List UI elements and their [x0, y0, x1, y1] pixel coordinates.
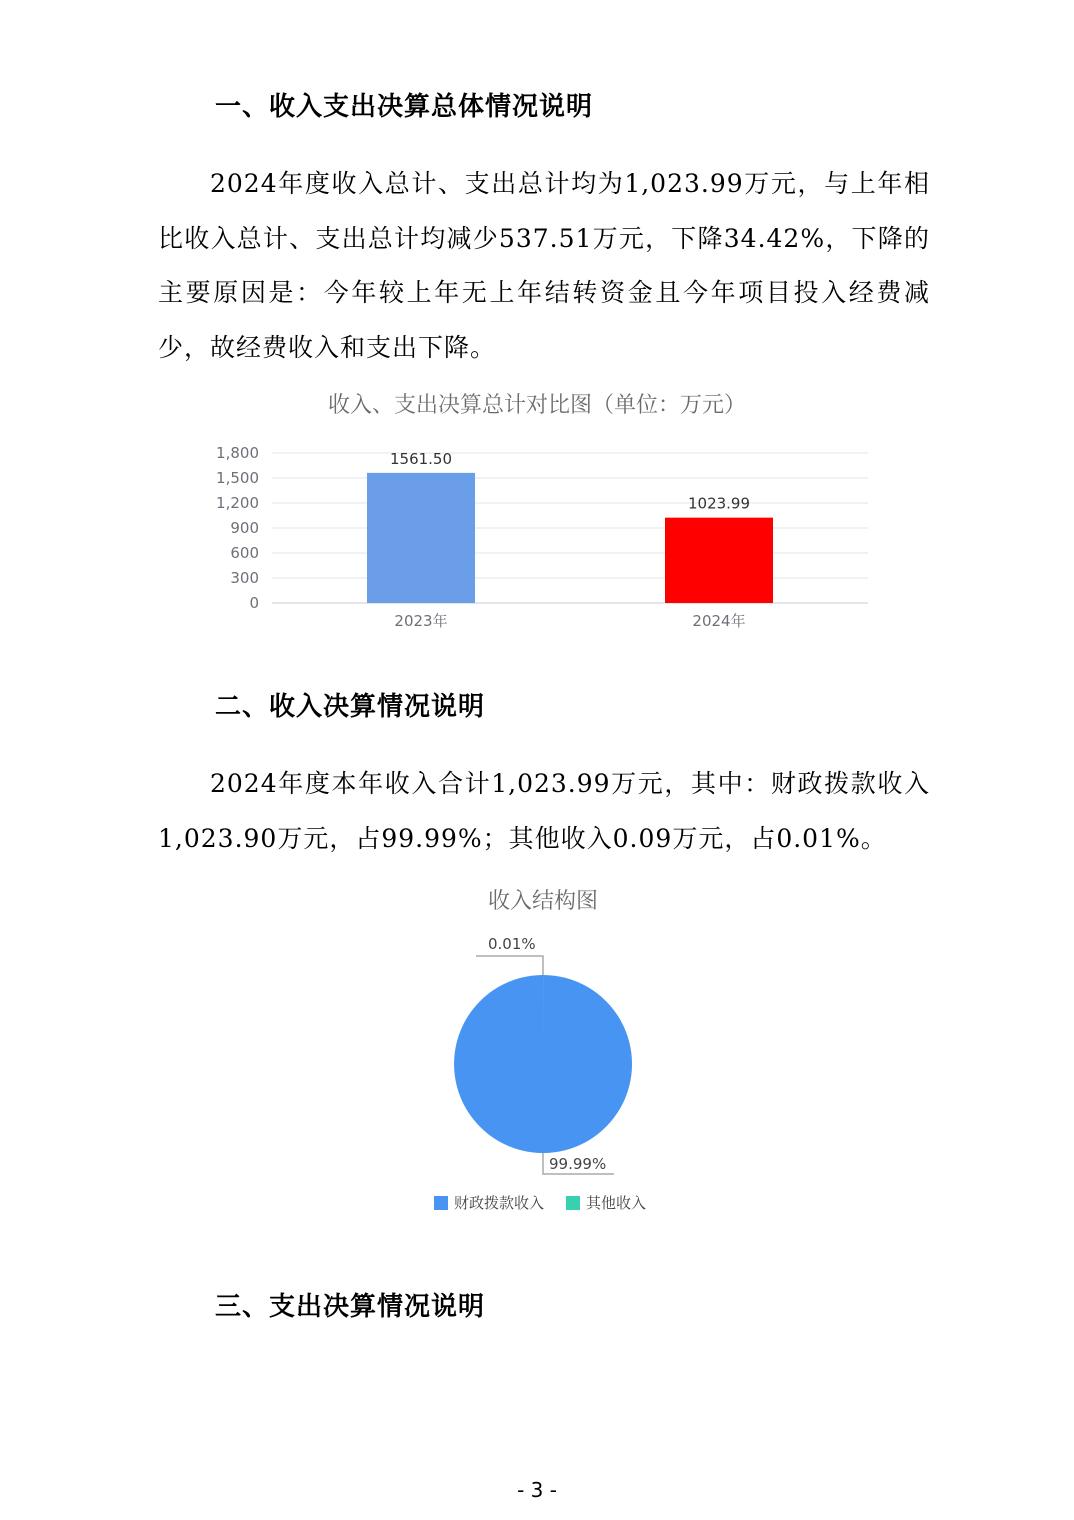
legend-swatch-fiscal: [434, 1196, 448, 1210]
bar-x-tick-label: 2023年: [394, 612, 448, 630]
pie-label-fiscal: 99.99%: [549, 1155, 607, 1173]
bar-value-label: 1023.99: [687, 494, 751, 513]
legend-label-fiscal: 财政拨款收入: [454, 1194, 545, 1212]
bar-value-label: 1561.50: [389, 449, 453, 468]
legend-swatch-other: [566, 1196, 580, 1210]
section-1-paragraph: 2024年度收入总计、支出总计均为1,023.99万元，与上年相比收入总计、支出总计均减少537.51万元，下降34.42%，下降的主要原因是：今年较上年无上年结转资金且今年项目投入经费减少，故经费收入和支出下降。: [158, 169, 930, 362]
pie-label-other: 0.01%: [488, 935, 536, 953]
section-1-heading: 一、收入支出决算总体情况说明: [215, 92, 594, 122]
bar-y-tick-label: 0: [249, 594, 259, 612]
pie-leader-line: [476, 956, 543, 975]
pie-chart-slices: [454, 975, 632, 1153]
section-2-paragraph: 2024年度本年收入合计1,023.99万元，其中：财政拨款收入1,023.90万元，占99.99%；其他收入0.09万元，占0.01%。: [158, 769, 930, 853]
pie-chart-title: 收入结构图: [487, 889, 599, 914]
bar-chart-title: 收入、支出决算总计对比图（单位：万元）: [327, 393, 747, 418]
pie-chart-legend: [434, 1194, 646, 1212]
bar-y-tick-label: 1,800: [216, 444, 259, 462]
page-number: - 3 -: [517, 1478, 557, 1502]
legend-label-other: 其他收入: [586, 1194, 647, 1212]
bar-y-tick-label: 900: [230, 519, 259, 537]
bar-y-tick-label: 1,200: [216, 494, 259, 512]
section-3-heading: 三、支出决算情况说明: [215, 1292, 486, 1322]
bar-y-tick-label: 1,500: [216, 469, 259, 487]
bar-y-tick-label: 600: [230, 544, 259, 562]
bar-y-tick-label: 300: [230, 569, 259, 587]
section-2-heading: 二、收入决算情况说明: [215, 692, 486, 722]
bar-x-tick-label: 2024年: [692, 612, 746, 630]
